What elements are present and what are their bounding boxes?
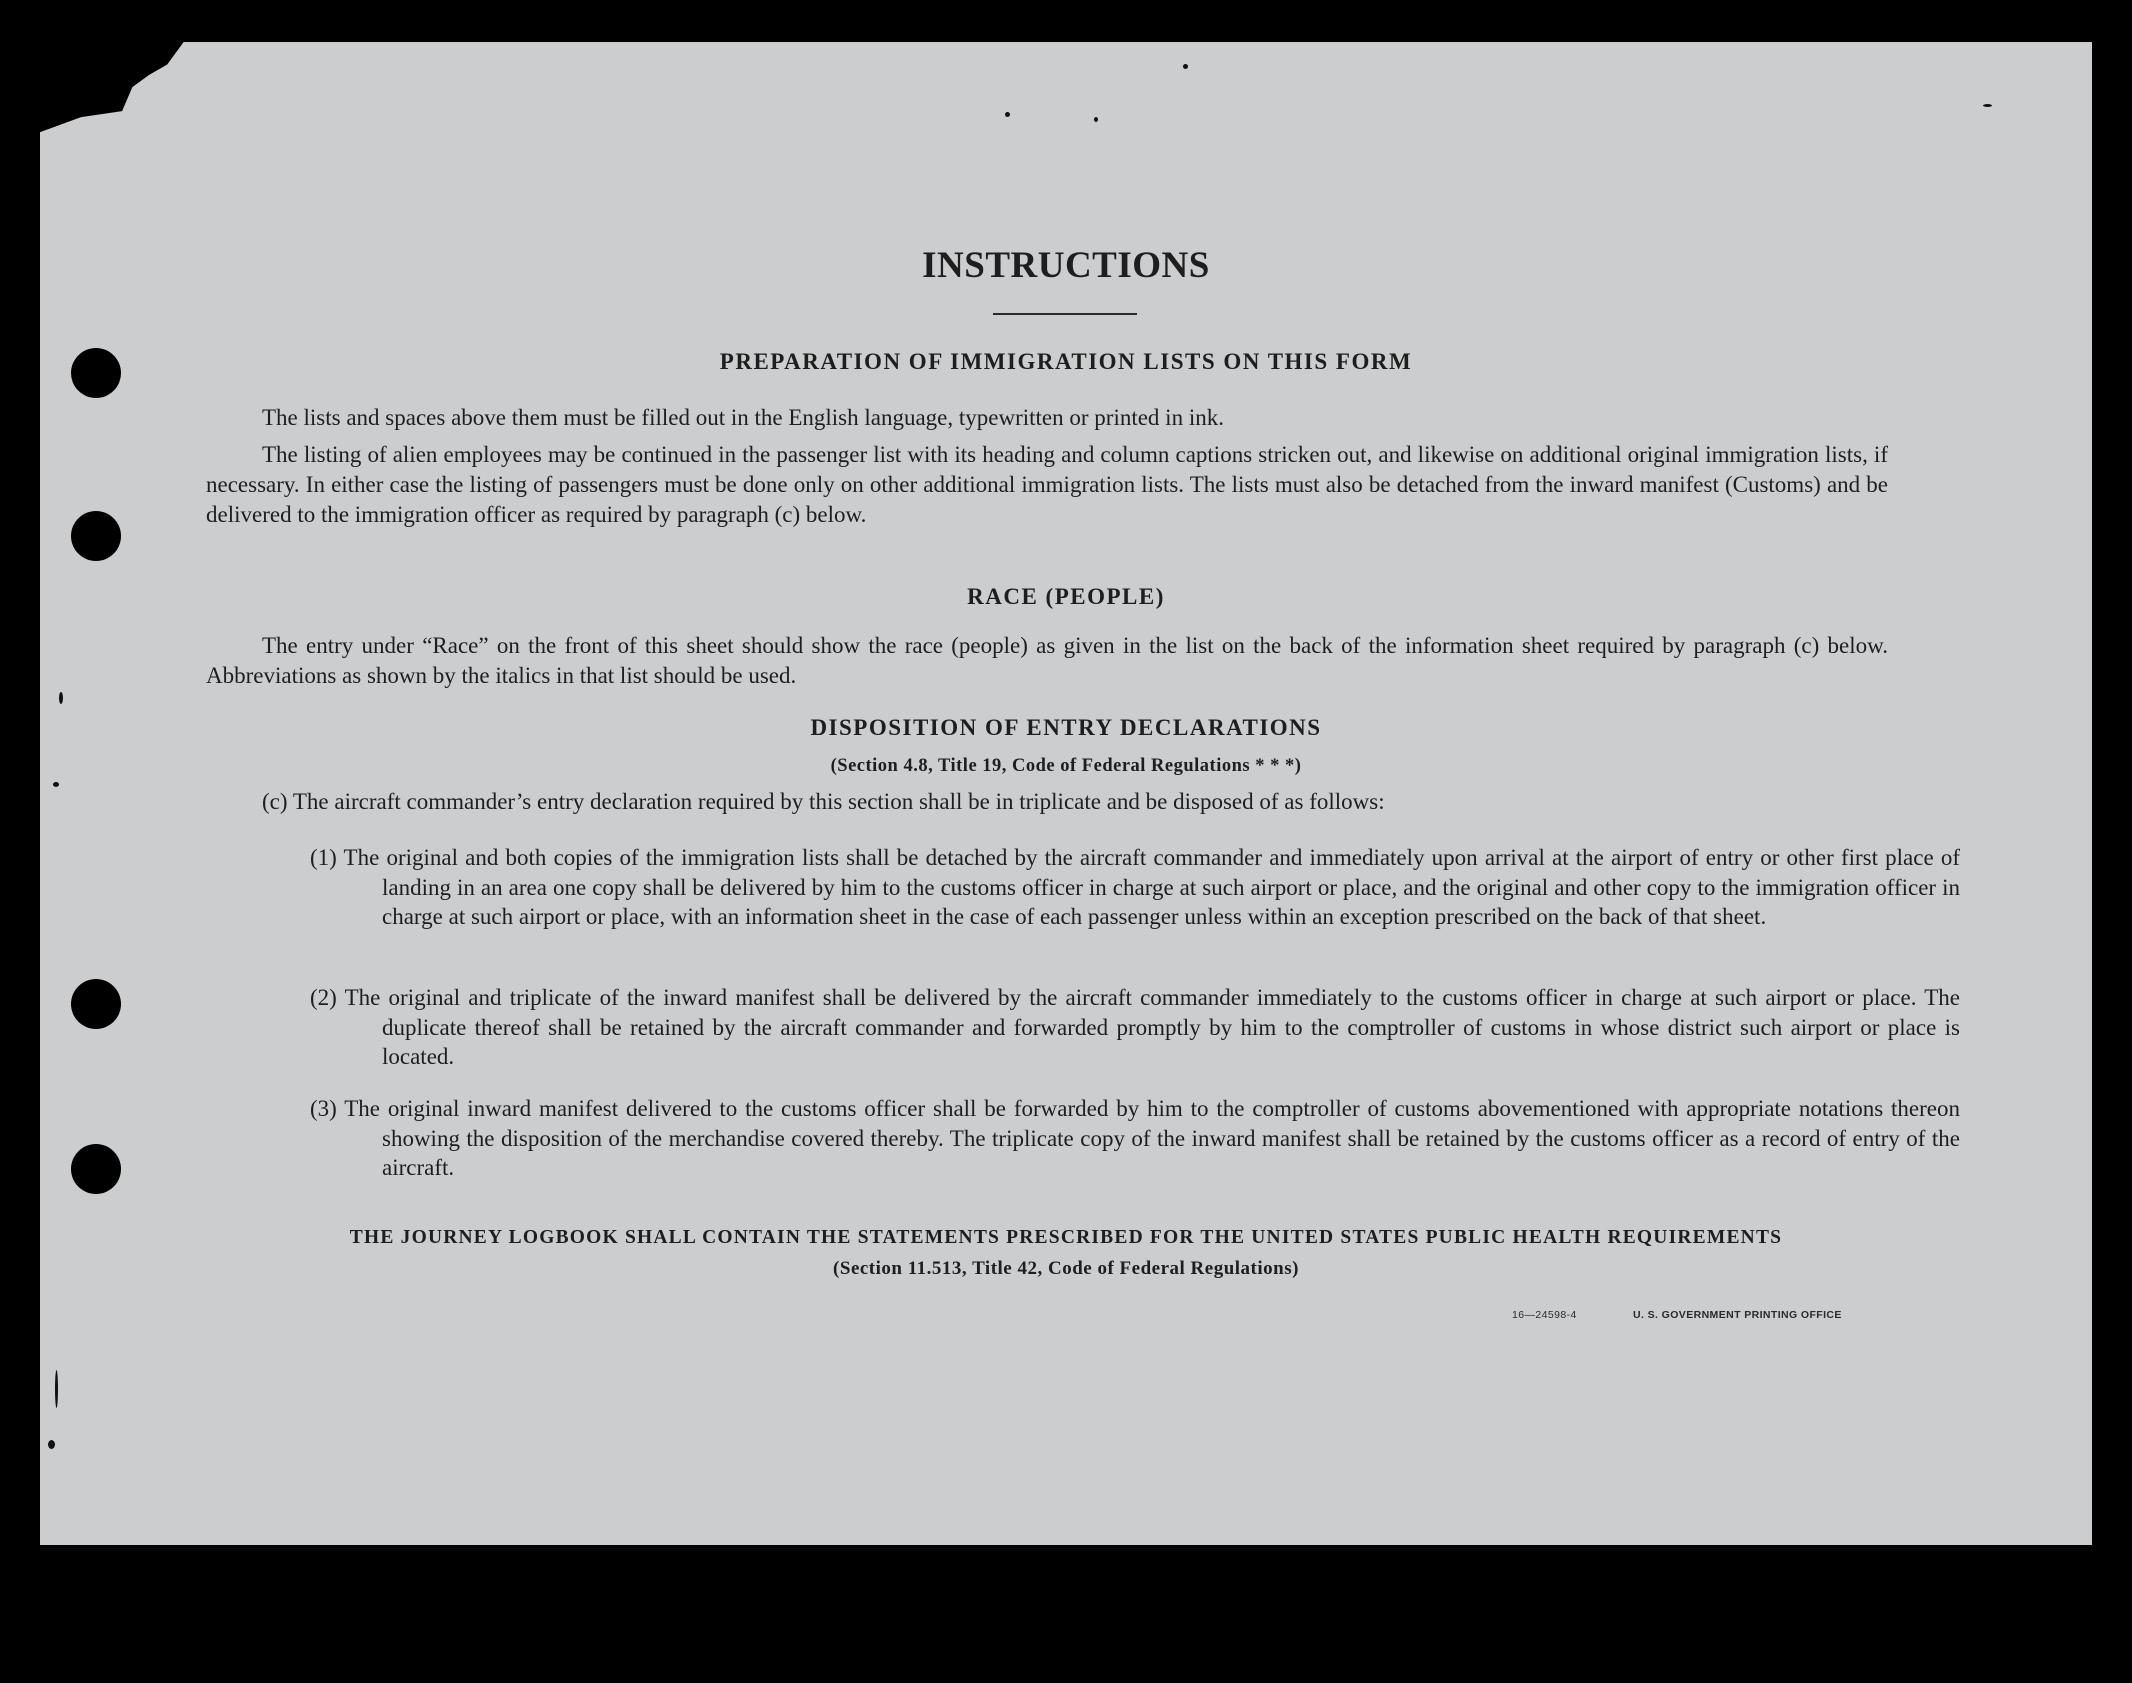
printer-name: U. S. GOVERNMENT PRINTING OFFICE — [1633, 1309, 1842, 1321]
disposition-heading: DISPOSITION OF ENTRY DECLARATIONS — [810, 715, 1322, 740]
disposition-item-2: (2) The original and triplicate of the inward manifest shall be delivered by the aircraft commander immediately to the customs officer in charge at such airport or place. The duplicate thereof shall be retained by the aircraft commander and forwarded promptly by him to the comptroller of customs in whose district such airport or place is located. — [310, 985, 1960, 1069]
race-heading: RACE (PEOPLE) — [967, 584, 1165, 609]
public-health-statement: THE JOURNEY LOGBOOK SHALL CONTAIN THE STATEMENTS PRESCRIBED FOR THE UNITED STATES PUBLIC HEALTH REQUIREMENTS — [349, 1227, 1783, 1248]
public-health-citation: (Section 11.513, Title 42, Code of Federal Regulations) — [833, 1258, 1299, 1279]
printer-imprint — [1633, 1309, 1842, 1321]
preparation-paragraph-2: The listing of alien employees may be continued in the passenger list with its heading and column captions stricken out, and likewise on additional original immigration lists, if necessary. In either case the listing of passengers must be done only on other additional immigration lists. The lists must also be detached from the inward manifest (Customs) and be delivered to the immigration officer as required by paragraph (c) below. — [206, 442, 1888, 527]
form-print-code: 16—24598-4 — [1512, 1309, 1577, 1321]
preparation-paragraph-1: The lists and spaces above them must be filled out in the English language, typewritten or printed in ink. — [262, 405, 1224, 430]
disposition-item-1: (1) The original and both copies of the immigration lists shall be detached by the aircraft commander and immediately upon arrival at the airport of entry or other first place of landing in an area one copy shall be delivered by him to the customs officer in charge at such airport or place, and the original and other copy to the immigration officer in charge at such airport or place, with an information sheet in the case of each passenger unless within an exception prescribed on the back of that sheet. — [310, 845, 1960, 929]
preparation-heading: PREPARATION OF IMMIGRATION LISTS ON THIS FORM — [719, 349, 1413, 374]
race-paragraph: The entry under “Race” on the front of this sheet should show the race (people) as given in the list on the back of the information sheet required by paragraph (c) below. Abbreviations as shown by the italics in that list should be used. — [206, 633, 1888, 688]
disposition-citation: (Section 4.8, Title 19, Code of Federal Regulations * * *) — [830, 756, 1302, 776]
disposition-intro: (c) The aircraft commander’s entry declaration required by this section shall be in triplicate and be disposed of as follows: — [262, 789, 1385, 814]
disposition-item-3: (3) The original inward manifest delivered to the customs officer shall be forwarded by him to the comptroller of customs abovementioned with appropriate notations thereon showing the disposition of the merchandise covered thereby. The triplicate copy of the inward manifest shall be retained by the customs officer as a record of entry of the aircraft. — [310, 1096, 1960, 1180]
page-title: INSTRUCTIONS — [922, 245, 1210, 286]
title-underline — [993, 313, 1137, 315]
